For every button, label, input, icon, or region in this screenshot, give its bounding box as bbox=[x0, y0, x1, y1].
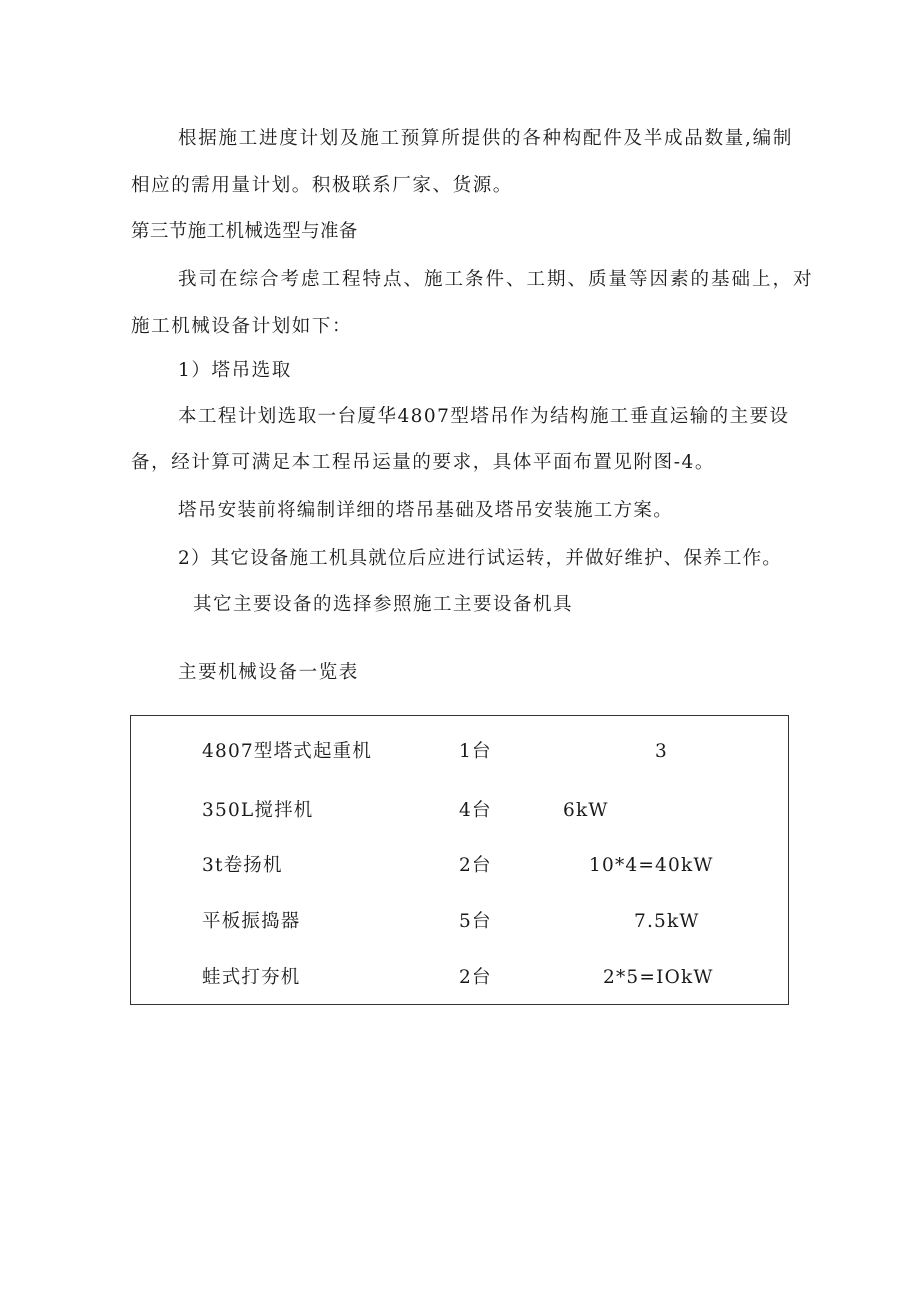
equipment-qty: 4台 bbox=[459, 800, 492, 821]
equipment-name: 平板振捣器 bbox=[202, 911, 301, 932]
equipment-name: 3t卷扬机 bbox=[202, 855, 283, 876]
equipment-qty: 2台 bbox=[459, 855, 492, 876]
paragraph-crane-line-2: 备，经计算可满足本工程吊运量的要求，具体平面布置见附图-4。 bbox=[131, 452, 716, 473]
equipment-qty: 2台 bbox=[459, 967, 492, 988]
equipment-name: 350L搅拌机 bbox=[202, 800, 314, 821]
equipment-qty: 5台 bbox=[459, 911, 492, 932]
equipment-name: 蛙式打夯机 bbox=[202, 967, 301, 988]
table-caption: 主要机械设备一览表 bbox=[178, 662, 359, 683]
equipment-power: 10*4=40kW bbox=[589, 855, 714, 876]
equipment-power: 6kW bbox=[563, 800, 609, 821]
subheading-tower-crane: 1）塔吊选取 bbox=[178, 360, 292, 381]
equipment-power: 7.5kW bbox=[634, 911, 700, 932]
paragraph-other-equipment: 2）其它设备施工机具就位后应进行试运转，并做好维护、保养工作。 bbox=[178, 548, 782, 569]
paragraph-materials-line-2: 相应的需用量计划。积极联系厂家、货源。 bbox=[131, 175, 513, 196]
paragraph-materials-line-1: 根据施工进度计划及施工预算所提供的各种构配件及半成品数量,编制 bbox=[178, 128, 794, 149]
paragraph-crane-install: 塔吊安装前将编制详细的塔吊基础及塔吊安装施工方案。 bbox=[178, 500, 674, 521]
equipment-name: 4807型塔式起重机 bbox=[202, 741, 373, 762]
paragraph-machinery-line-2: 施工机械设备计划如下： bbox=[131, 316, 353, 337]
section-heading: 第三节施工机械选型与准备 bbox=[131, 221, 358, 242]
equipment-table bbox=[130, 715, 789, 1005]
paragraph-machinery-line-1: 我司在综合考虑工程特点、施工条件、工期、质量等因素的基础上，对 bbox=[178, 269, 814, 290]
equipment-qty: 1台 bbox=[459, 741, 492, 762]
paragraph-crane-line-1: 本工程计划选取一台厦华4807型塔吊作为结构施工垂直运输的主要设 bbox=[178, 406, 790, 427]
paragraph-equipment-reference: 其它主要设备的选择参照施工主要设备机具 bbox=[193, 594, 574, 615]
equipment-power: 3 bbox=[655, 741, 668, 762]
equipment-power: 2*5=IOkW bbox=[603, 967, 714, 988]
